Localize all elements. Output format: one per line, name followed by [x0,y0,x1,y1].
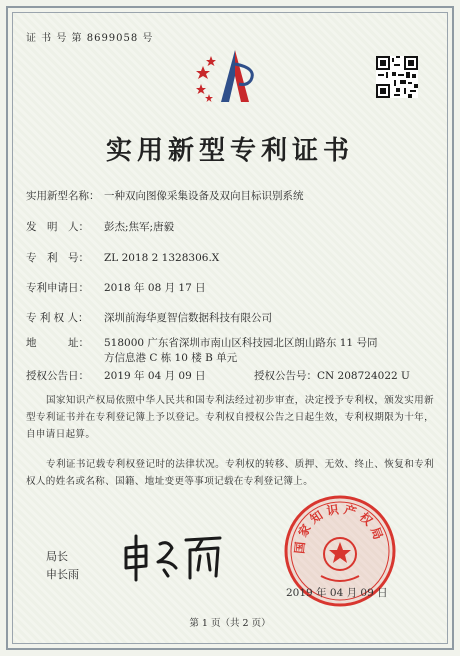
seal-text: 国家知识产权局 [292,501,387,555]
field-value: ZL 2018 2 1328306.X [104,252,220,264]
field-inventors [26,219,174,234]
field-label: 地 址： [26,337,89,349]
grant-date: 2019 年 04 月 09 日 [104,370,206,382]
field-label: 实用新型名称： [26,190,100,202]
patent-office-logo-icon [195,46,265,106]
field-patent-number [26,250,219,265]
certificate-number: 证 书 号 第 8699058 号 [26,33,154,44]
field-value: 深圳前海华夏智信数据科技有限公司 [104,312,272,324]
field-label: 专 利 号： [26,252,89,264]
grant-number: CN 208724022 U [317,370,410,382]
field-value: 一种双向图像采集设备及双向目标识别系统 [104,190,304,202]
field-label: 专 利 权 人： [26,312,89,324]
field-address [26,335,377,350]
page-number: 第 1 页（共 2 页） [189,618,271,629]
field-label: 发 明 人： [26,221,89,233]
field-grant-info [26,368,410,383]
field-patentee [26,310,272,325]
field-value: 518000 广东省深圳市南山区科技园北区朗山路东 11 号同 [104,337,378,349]
grant-number-label: 授权公告号： [254,370,317,382]
signature-title: 局长 [46,550,68,563]
page-title: 实用新型专利证书 [105,136,354,166]
address-line-2: 方信息港 C 栋 10 楼 B 单元 [104,352,238,364]
field-value: 2018 年 08 月 17 日 [104,282,206,294]
field-utility-model-name [26,188,304,203]
paragraph-grant-statement: 国家知识产权局依照中华人民共和国专利法经过初步审查，决定授予专利权，颁发实用新型专利证书并在专利登记簿上予以登记。专利权自授权公告之日起生效，专利权期限为十年，自申请日起算。 [26,395,434,440]
field-value: 彭杰;焦军;唐毅 [104,221,175,233]
paragraph-legal-status: 专利证书记载专利权登记时的法律状况。专利权的转移、质押、无效、终止、恢复和专利权人的姓名或名称、国籍、地址变更等事项记载在专利登记簿上。 [26,459,434,487]
seal-date: 2019 年 04 月 09 日 [286,587,388,599]
field-label: 授权公告日： [26,370,89,382]
qr-code-icon [376,56,418,98]
signature-name: 申长雨 [46,568,79,581]
field-label: 专利申请日： [26,282,89,294]
field-application-date [26,280,206,295]
handwritten-signature-icon [116,530,226,582]
